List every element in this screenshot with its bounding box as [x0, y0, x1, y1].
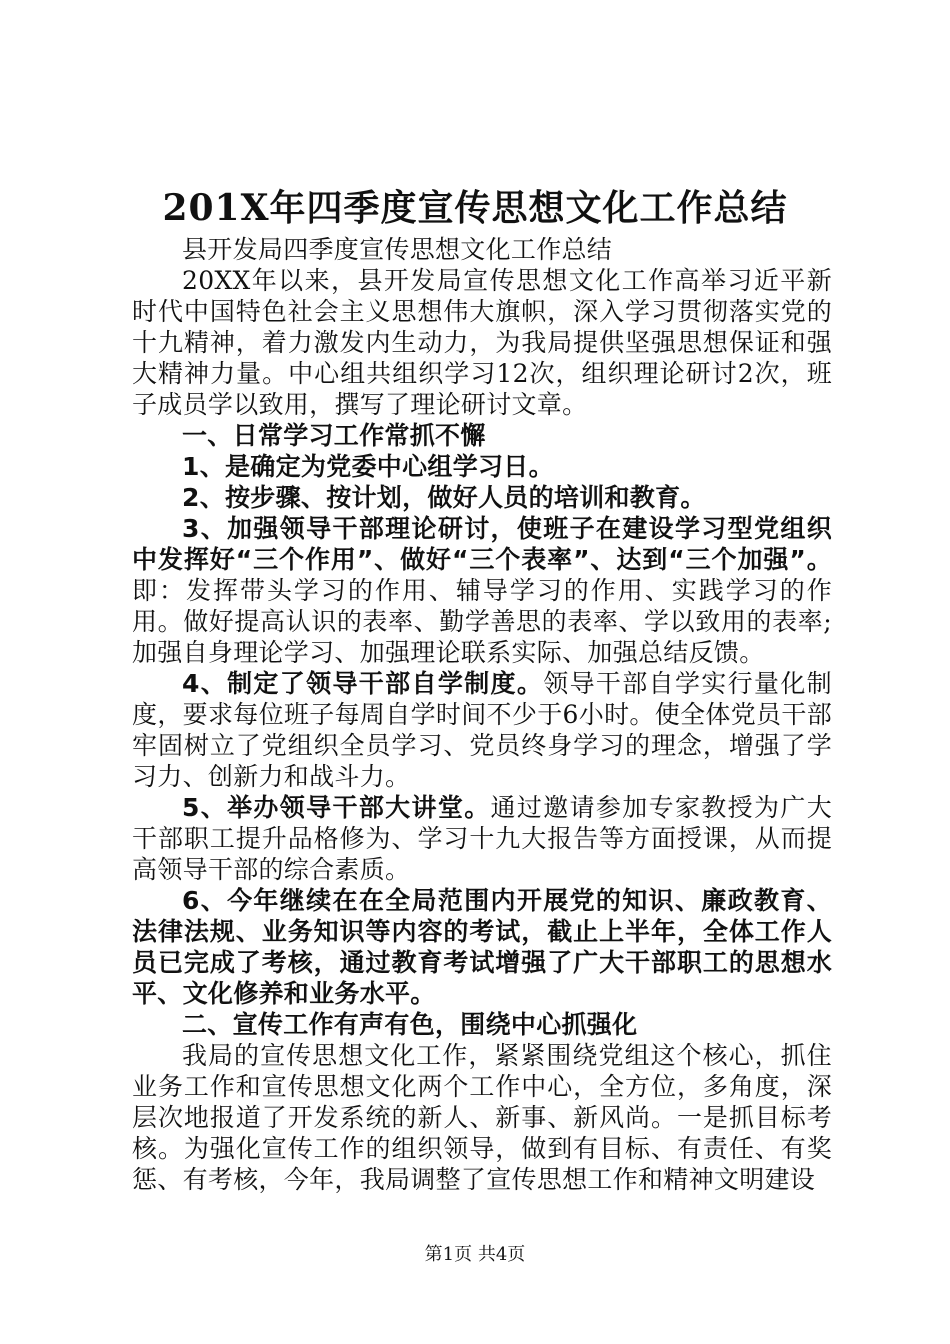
- list-item-1: 1、是确定为党委中心组学习日。: [182, 452, 554, 481]
- list-item-4-body: 领导干部自学实行量化制度，要求每位班子每周自学时间不少于6小时。使全体党员干部牢固树立了党组织全员学习、党员终身学习的理念，增强了学习力、创新力和战斗力。: [132, 669, 832, 791]
- list-item-2: 2、按步骤、按计划，做好人员的培训和教育。: [182, 483, 706, 512]
- document-title: 201X年四季度宣传思想文化工作总结: [162, 187, 788, 229]
- list-item-5-body: 通过邀请参加专家教授为广大干部职工提升品格修为、学习十九大报告等方面授课，从而提高领导干部的综合素质。: [132, 793, 832, 884]
- section-2-paragraph: 我局的宣传思想文化工作，紧紧围绕党组这个核心，抓住业务工作和宣传思想文化两个工作中心，全方位，多角度，深层次地报道了开发系统的新人、新事、新风尚。一是抓目标考核。为强化宣传工作的组织领导，做到有目标、有责任、有奖惩、有考核，今年，我局调整了宣传思想工作和精神文明建设: [132, 1041, 832, 1194]
- list-item-3: [132, 513, 832, 668]
- document-subtitle: 县开发局四季度宣传思想文化工作总结: [182, 235, 613, 264]
- list-item-3-lead: 3、加强领导干部理论研讨，使班子在建设学习型党组织中发挥好“三个作用”、做好“三个表率”、达到“三个加强”。: [132, 514, 832, 574]
- list-item-5: [132, 792, 832, 885]
- list-item-6: 6、今年继续在在全局范围内开展党的知识、廉政教育、法律法规、业务知识等内容的考试，截止上半年，全体工作人员已完成了考核，通过教育考试增强了广大干部职工的思想水平、文化修养和业务水平。: [132, 886, 832, 1008]
- document-body: [132, 234, 832, 1195]
- list-item-4-lead: 4、制定了领导干部自学制度。: [182, 669, 544, 698]
- section-heading-2: 二、宣传工作有声有色，围绕中心抓强化: [182, 1010, 638, 1039]
- page-number-footer: 第1页 共4页: [424, 1244, 526, 1265]
- list-item-4: [132, 668, 832, 792]
- intro-paragraph: 20XX年以来，县开发局宣传思想文化工作高举习近平新时代中国特色社会主义思想伟大旗帜，深入学习贯彻落实党的十九精神，着力激发内生动力，为我局提供坚强思想保证和强大精神力量。中心组共组织学习12次，组织理论研讨2次，班子成员学以致用，撰写了理论研讨文章。: [132, 266, 832, 419]
- section-heading-1: 一、日常学习工作常抓不懈: [182, 421, 486, 450]
- list-item-5-lead: 5、举办领导干部大讲堂。: [182, 793, 491, 822]
- list-item-3-body: 即：发挥带头学习的作用、辅导学习的作用、实践学习的作用。做好提高认识的表率、勤学善思的表率、学以致用的表率;加强自身理论学习、加强理论联系实际、加强总结反馈。: [132, 576, 832, 667]
